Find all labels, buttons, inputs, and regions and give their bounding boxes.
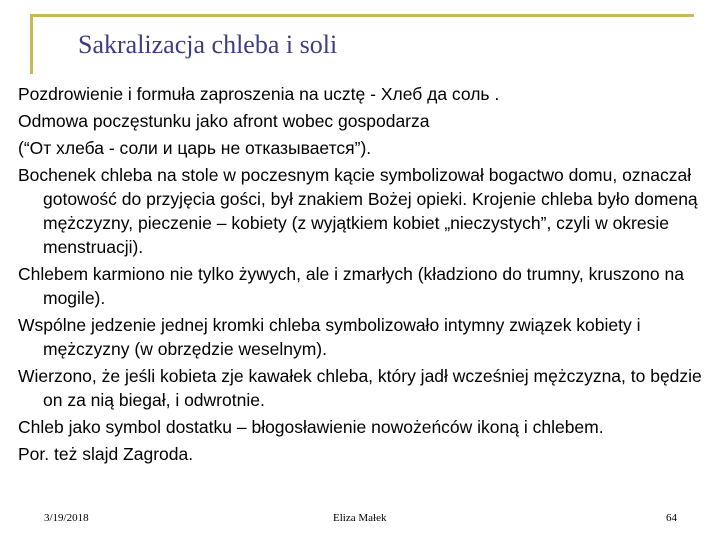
body-paragraph-loaf: Bochenek chleba na stole w poczesnym kącie symbolizował bogactwo domu, oznaczał gotowość do przyjęcia gości, był znakiem Bożej opieki. Krojenie chleba było domeną mężczyzny, pieczenie – kobiety (z wyjątkiem kobiet „nieczystych”, czyli w okresie menstruacji).: [18, 165, 698, 257]
side-decorative-rule: [30, 14, 33, 74]
body-paragraph-proverb: (“От хлеба - соли и царь не отказывается”).: [18, 138, 372, 158]
body-paragraph-belief: Wierzono, że jeśli kobieta zje kawałek chleba, który jadł wcześniej mężczyzna, to będzie on za nią biegał, i odwrotnie.: [18, 366, 702, 410]
body-paragraph-see-also: Por. też slajd Zagroda.: [18, 444, 194, 464]
footer-author: Eliza Małek: [333, 512, 387, 524]
top-decorative-rule: [30, 14, 694, 17]
body-paragraph-dead: Chlebem karmiono nie tylko żywych, ale i zmarłych (kładziono do trumny, kruszono na mogile).: [18, 264, 684, 308]
body-paragraph-abundance: Chleb jako symbol dostatku – błogosławienie nowożeńców ikoną i chlebem.: [18, 417, 604, 437]
body-paragraph-sharing: Wspólne jedzenie jednej kromki chleba symbolizowało intymny związek kobiety i mężczyzny (w obrzędzie weselnym).: [18, 315, 641, 359]
slide-body: [18, 82, 712, 469]
footer-date: 3/19/2018: [44, 512, 89, 524]
footer-page-number: 64: [666, 512, 677, 524]
body-paragraph-greeting: Pozdrowienie i formuła zaproszenia na ucztę - Хлеб да соль .: [18, 84, 500, 104]
body-paragraph-refusal: Odmowa poczęstunku jako afront wobec gospodarza: [18, 111, 430, 131]
slide-title: Sakralizacja chleba i soli: [78, 30, 338, 59]
